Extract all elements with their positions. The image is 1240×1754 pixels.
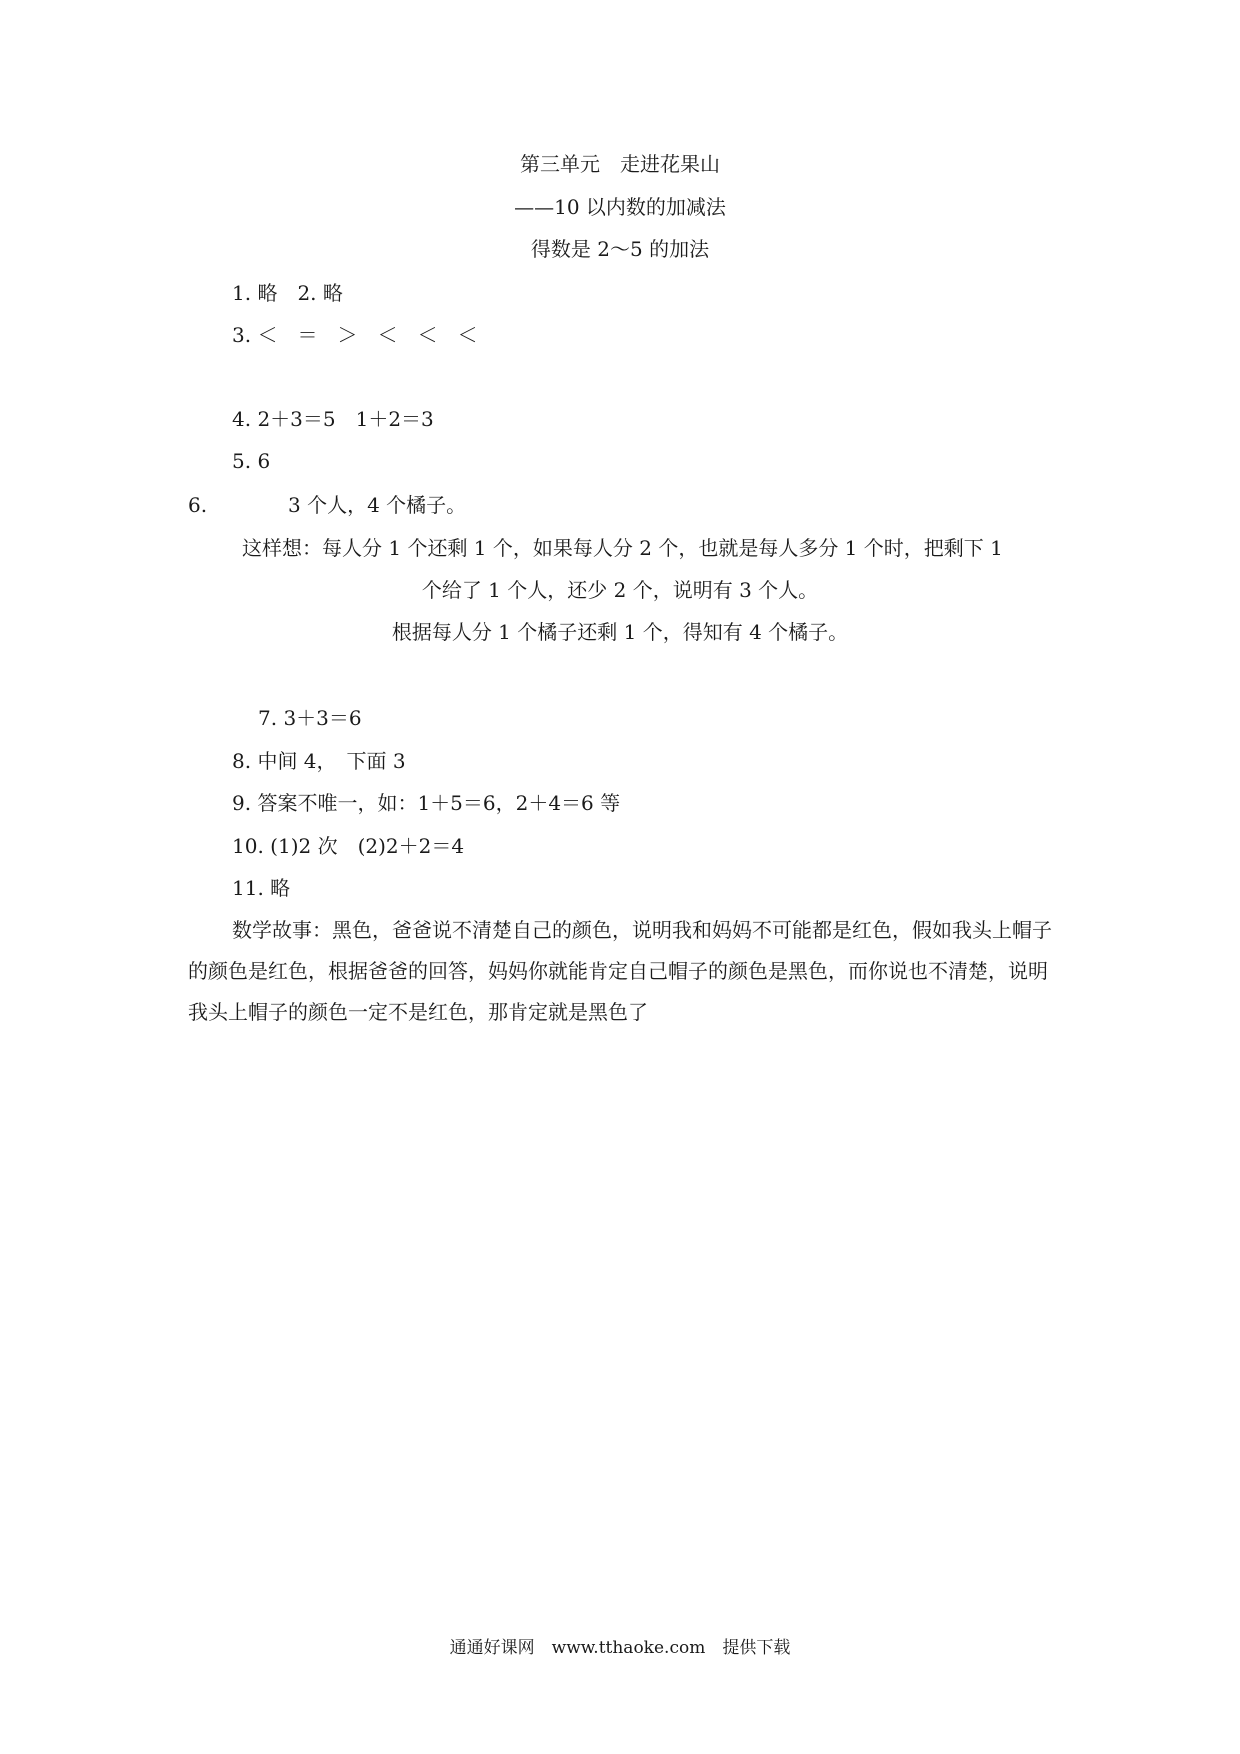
unit-subtitle: ——10 以内数的加减法	[514, 195, 726, 219]
answer-10: 10. (1)2 次 (2)2＋2＝4	[232, 834, 465, 858]
answer-7: 7. 3＋3＝6	[258, 706, 362, 730]
answer-5: 5. 6	[232, 449, 271, 473]
answer-9: 9. 答案不唯一，如：1＋5＝6，2＋4＝6 等	[232, 791, 621, 815]
answer-11: 11. 略	[232, 876, 291, 900]
answer-3: 3. ＜ ＝ ＞ ＜ ＜ ＜	[232, 323, 478, 347]
math-story: 数学故事：黑色，爸爸说不清楚自己的颜色，说明我和妈妈不可能都是红色，假如我头上帽子的颜色是红色，根据爸爸的回答，妈妈你就能肯定自己帽子的颜色是黑色，而你说也不清楚，说明我头上帽子的颜色一定不是红色，那肯定就是黑色了	[188, 918, 1052, 1024]
lesson-title: 得数是 2～5 的加法	[530, 237, 710, 261]
answer-6-number: 6.	[188, 493, 208, 517]
answer-1-2: 1. 略 2. 略	[232, 281, 343, 305]
footer: 通通好课网 www.tthaoke.com 提供下载	[449, 1638, 791, 1658]
answer-6: 3 个人，4 个橘子。	[288, 493, 467, 517]
answer-4: 4. 2＋3＝5 1＋2＝3	[232, 407, 434, 431]
answer-6-explanation-3: 根据每人分 1 个橘子还剩 1 个，得知有 4 个橘子。	[391, 620, 849, 644]
answer-8: 8. 中间 4， 下面 3	[232, 749, 406, 773]
unit-title: 第三单元 走进花果山	[520, 152, 720, 176]
answer-6-explanation-1: 这样想：每人分 1 个还剩 1 个，如果每人分 2 个，也就是每人多分 1 个时，把剩下 1	[242, 536, 1003, 560]
answer-6-explanation-2: 个给了 1 个人，还少 2 个，说明有 3 个人。	[421, 578, 819, 602]
